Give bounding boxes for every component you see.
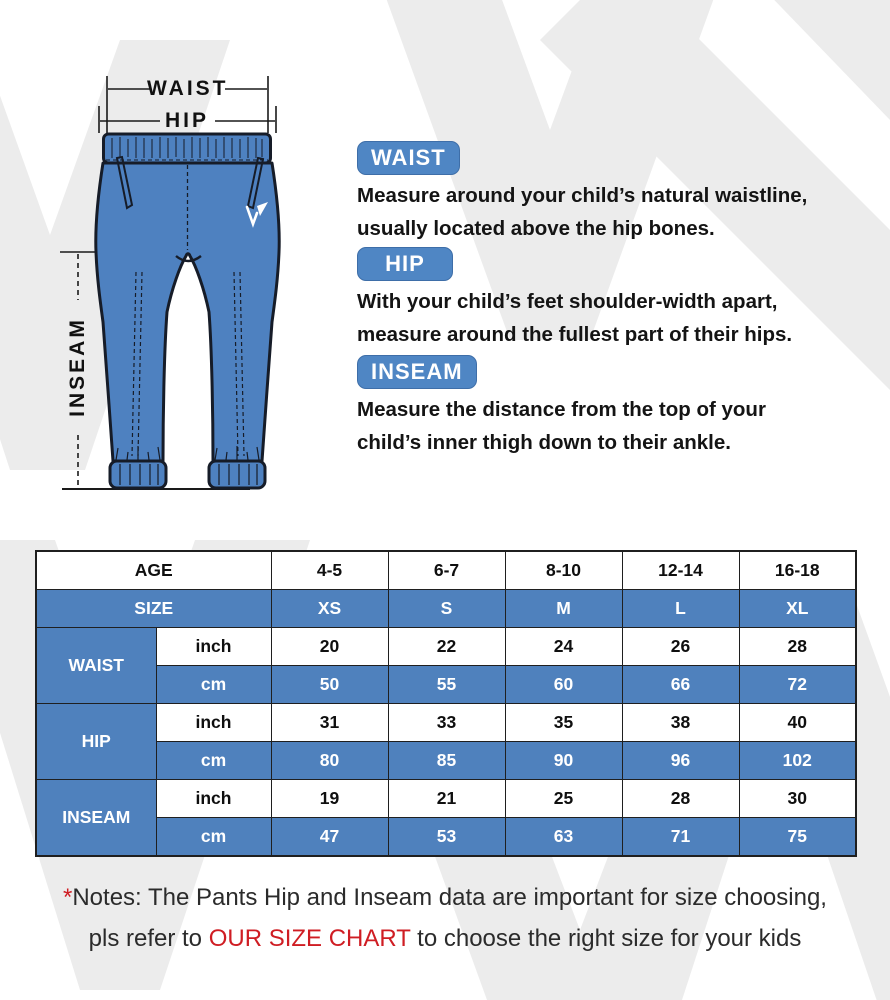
table-row-waist-cm: [36, 666, 856, 704]
notes-size-chart-link: OUR SIZE CHART: [208, 925, 411, 952]
hip-cm-cell: 85: [388, 742, 505, 780]
waist-inch-cell: 26: [622, 628, 739, 666]
size-value-cell: M: [505, 590, 622, 628]
notes-line-2: [0, 925, 890, 953]
waist-cm-cell: 50: [271, 666, 388, 704]
hip-cm-cell: 90: [505, 742, 622, 780]
age-value-cell: 4-5: [271, 551, 388, 590]
waist-guide-line-1: Measure around your child’s natural waistline,: [357, 184, 808, 207]
hip-guide-line-2: measure around the fullest part of their hips.: [357, 323, 793, 346]
inseam-inch-cell: 19: [271, 780, 388, 818]
age-header-cell: AGE: [36, 551, 271, 590]
pants-cuff-left: [110, 461, 166, 488]
age-value-cell: 6-7: [388, 551, 505, 590]
inseam-guide-line-2: child’s inner thigh down to their ankle.: [357, 431, 731, 454]
age-value-cell: 8-10: [505, 551, 622, 590]
inseam-inch-cell: 28: [622, 780, 739, 818]
unit-cell: cm: [156, 818, 271, 857]
guide-section-inseam: [357, 355, 887, 455]
hip-guide-line-1: With your child’s feet shoulder-width apart,: [357, 290, 778, 313]
waist-cm-cell: 60: [505, 666, 622, 704]
pants-waistband: [104, 134, 271, 163]
inseam-cm-cell: 47: [271, 818, 388, 857]
inseam-cm-cell: 63: [505, 818, 622, 857]
waist-cm-cell: 55: [388, 666, 505, 704]
unit-cell: cm: [156, 666, 271, 704]
hip-inch-cell: 33: [388, 704, 505, 742]
notes-line-1: [0, 884, 890, 912]
hip-row-label: HIP: [36, 704, 156, 780]
waist-row-label: WAIST: [36, 628, 156, 704]
waist-badge: WAIST: [357, 141, 460, 175]
inseam-dimension-label: INSEAM: [66, 317, 89, 417]
inseam-cm-cell: 75: [739, 818, 856, 857]
footer-notes: [0, 884, 890, 953]
inseam-guide-line-1: Measure the distance from the top of your: [357, 398, 766, 421]
unit-cell: inch: [156, 628, 271, 666]
table-row-size: [36, 590, 856, 628]
hip-badge: HIP: [357, 247, 453, 281]
age-value-cell: 16-18: [739, 551, 856, 590]
table-row-inseam-cm: [36, 818, 856, 857]
inseam-badge: INSEAM: [357, 355, 477, 389]
waist-inch-cell: 22: [388, 628, 505, 666]
waist-guide-line-2: usually located above the hip bones.: [357, 217, 715, 240]
size-value-cell: S: [388, 590, 505, 628]
table-row-hip-inch: [36, 704, 856, 742]
waist-inch-cell: 24: [505, 628, 622, 666]
notes-line-2-prefix: pls refer to: [88, 925, 209, 952]
notes-line-2-suffix: to choose the right size for your kids: [410, 925, 802, 952]
hip-inch-cell: 38: [622, 704, 739, 742]
size-value-cell: XL: [739, 590, 856, 628]
age-value-cell: 12-14: [622, 551, 739, 590]
watermark-shape: [755, 0, 890, 120]
pants-cuff-right: [209, 461, 265, 488]
size-table: [35, 550, 857, 857]
hip-cm-cell: 80: [271, 742, 388, 780]
notes-line-1-text: Notes: The Pants Hip and Inseam data are important for size choosing,: [72, 884, 827, 911]
hip-inch-cell: 40: [739, 704, 856, 742]
inseam-inch-cell: 25: [505, 780, 622, 818]
inseam-cm-cell: 71: [622, 818, 739, 857]
table-row-inseam-inch: [36, 780, 856, 818]
size-value-cell: XS: [271, 590, 388, 628]
waist-cm-cell: 66: [622, 666, 739, 704]
notes-asterisk: *: [63, 884, 73, 911]
unit-cell: cm: [156, 742, 271, 780]
table-row-age: [36, 551, 856, 590]
guide-section-waist: [357, 141, 887, 241]
size-value-cell: L: [622, 590, 739, 628]
hip-inch-cell: 35: [505, 704, 622, 742]
inseam-cm-cell: 53: [388, 818, 505, 857]
guide-section-hip: [357, 247, 887, 347]
waist-inch-cell: 28: [739, 628, 856, 666]
waist-inch-cell: 20: [271, 628, 388, 666]
waist-dimension-label: WAIST: [147, 77, 229, 100]
inseam-inch-cell: 30: [739, 780, 856, 818]
unit-cell: inch: [156, 704, 271, 742]
table-row-waist-inch: [36, 628, 856, 666]
inseam-inch-cell: 21: [388, 780, 505, 818]
table-row-hip-cm: [36, 742, 856, 780]
waist-cm-cell: 72: [739, 666, 856, 704]
size-header-cell: SIZE: [36, 590, 271, 628]
inseam-row-label: INSEAM: [36, 780, 156, 857]
hip-cm-cell: 96: [622, 742, 739, 780]
unit-cell: inch: [156, 780, 271, 818]
hip-inch-cell: 31: [271, 704, 388, 742]
hip-dimension-label: HIP: [164, 109, 209, 132]
hip-cm-cell: 102: [739, 742, 856, 780]
